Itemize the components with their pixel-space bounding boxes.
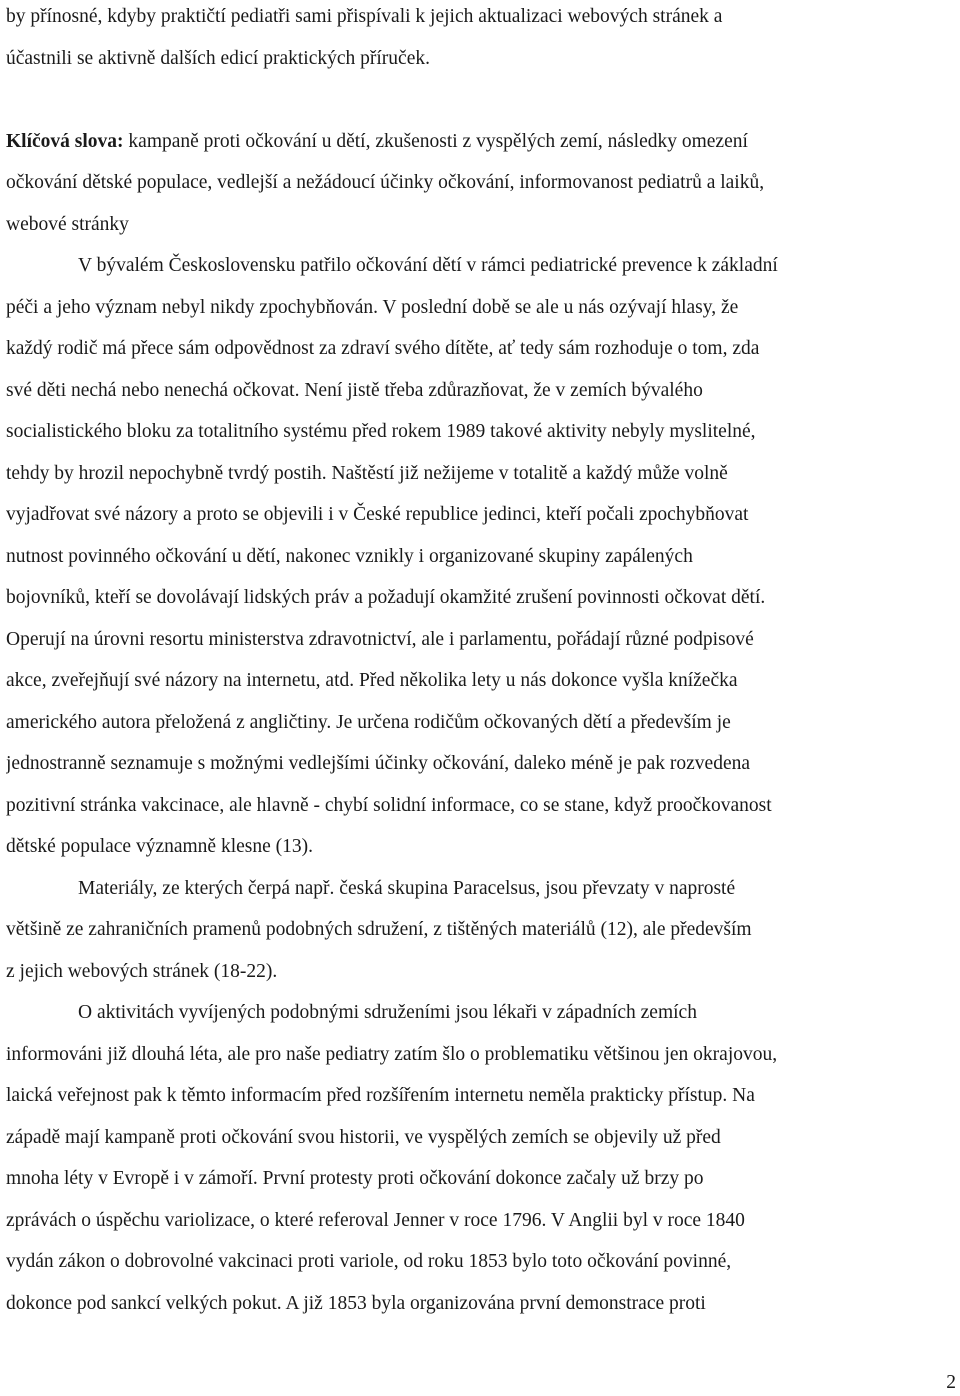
text-line: amerického autora přeložená z angličtiny. Je určena rodičům očkovaných dětí a především je: [6, 711, 731, 733]
text-line: akce, zveřejňují své názory na internetu, atd. Před několika lety u nás dokonce vyšla knížečka: [6, 670, 738, 691]
text-line: vydán zákon o dobrovolné vakcinaci proti variole, od roku 1853 bylo toto očkování povinné,: [6, 1251, 732, 1272]
paragraph-2: [6, 868, 952, 993]
text-line: O aktivitách vyvíjených podobnými sdruženími jsou lékaři v západních zemích: [78, 1002, 697, 1023]
text-line: laická veřejnost pak k těmto informacím před rozšířením internetu neměla prakticky přístup. Na: [6, 1085, 755, 1106]
text-line: účastnili se aktivně dalších edicí praktických příruček.: [6, 47, 430, 69]
keywords-label: Klíčová slova:: [6, 130, 124, 152]
text-line: mnoha léty v Evropě i v zámoří. První protesty proti očkování dokonce začaly už brzy po: [6, 1168, 704, 1189]
keywords-paragraph: [6, 121, 952, 246]
text-line: dokonce pod sankcí velkých pokut. A již 1853 byla organizována první demonstrace proti: [6, 1292, 706, 1314]
text-line: informováni již dlouhá léta, ale pro naše pediatry zatím šlo o problematiku většinou jen okrajovou,: [6, 1043, 778, 1065]
text-line: nutnost povinného očkování u dětí, nakonec vznikly i organizované skupiny zapálených: [6, 545, 693, 567]
text-line: své děti nechá nebo nenechá očkovat. Není jistě třeba zdůrazňovat, že v zemích bývalého: [6, 379, 703, 401]
text-line: očkování dětské populace, vedlejší a nežádoucí účinky očkování, informovanost pediatrů a laiků,: [6, 172, 765, 193]
text-line: dětské populace významně klesne (13).: [6, 836, 314, 857]
text-line: webové stránky: [6, 213, 129, 235]
text-line: jednostranně seznamuje s možnými vedlejšími účinky očkování, daleko méně je pak rozvedena: [6, 753, 751, 774]
text-line: vyjadřovat své názory a proto se objevili i v České republice jedinci, kteří počali zpochybňovat: [6, 504, 749, 525]
text-line: každý rodič má přece sám odpovědnost za zdraví svého dítěte, ať tedy sám rozhoduje o tom, zda: [6, 338, 760, 359]
text-line: pozitivní stránka vakcinace, ale hlavně - chybí solidní informace, co se stane, když proočkovanost: [6, 794, 772, 816]
keywords-text: kampaně proti očkování u dětí, zkušenosti z vyspělých zemí, následky omezení: [123, 130, 748, 152]
paragraph-gap: [6, 79, 952, 121]
paragraph-1: [6, 245, 952, 868]
text-line: tehdy by hrozil nepochybně tvrdý postih. Naštěstí již nežijeme v totalitě a každý může volně: [6, 462, 728, 484]
text-line: socialistického bloku za totalitního systému před rokem 1989 takové aktivity nebyly myslitelné,: [6, 421, 756, 442]
text-line: V bývalém Československu patřilo očkování dětí v rámci pediatrické prevence k základní: [78, 255, 778, 276]
text-line: většině ze zahraničních pramenů podobných sdružení, z tištěných materiálů (12), ale především: [6, 919, 752, 940]
page-number: 2: [946, 1372, 956, 1393]
text-line: Operují na úrovni resortu ministerstva zdravotnictví, ale i parlamentu, pořádají různé podpisové: [6, 628, 754, 650]
paragraph-3: [6, 992, 952, 1324]
text-line: bojovníků, kteří se dovolávají lidských práv a požadují okamžité zrušení povinnosti očkovat dětí.: [6, 587, 766, 608]
text-line: z jejich webových stránek (18-22).: [6, 960, 278, 982]
intro-paragraph: [6, 0, 952, 79]
text-line: péči a jeho význam nebyl nikdy zpochybňován. V poslední době se ale u nás ozývají hlasy, že: [6, 296, 739, 318]
document-page: [6, 0, 952, 1324]
text-line: Materiály, ze kterých čerpá např. česká skupina Paracelsus, jsou převzaty v naprosté: [78, 877, 736, 899]
text-line: zprávách o úspěchu variolizace, o které referoval Jenner v roce 1796. V Anglii byl v roce 1840: [6, 1209, 745, 1231]
keywords-first-line: [6, 121, 952, 163]
text-line: západě mají kampaně proti očkování svou historii, ve vyspělých zemích se objevily už před: [6, 1126, 721, 1148]
text-line: by přínosné, kdyby praktičtí pediatři sami přispívali k jejich aktualizaci webových stránek a: [6, 6, 723, 27]
